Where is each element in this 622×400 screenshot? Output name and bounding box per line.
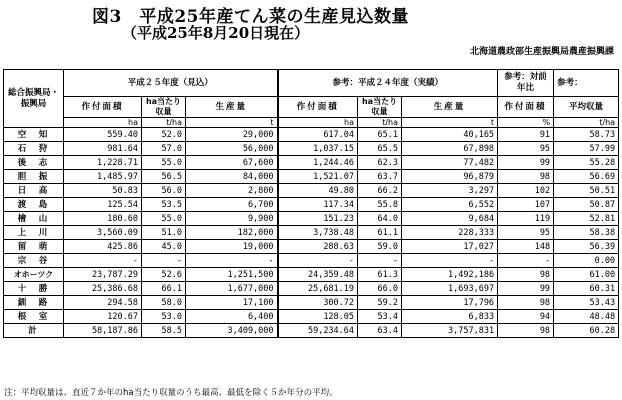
table-row: [4, 296, 619, 310]
cell-avg: 60.28: [554, 324, 619, 338]
district-name: 十 勝: [4, 282, 64, 296]
table-row: [4, 226, 619, 240]
cell-prod24: 40,165: [402, 128, 498, 142]
cell-area24: 1,244.46: [278, 156, 358, 170]
district-name: 後 志: [4, 156, 64, 170]
cell-prod24: 77,482: [402, 156, 498, 170]
cell-area: 125.54: [64, 198, 142, 212]
unit-avg: t/ha: [554, 118, 619, 128]
district-name: 石 狩: [4, 142, 64, 156]
cell-area24: 24,359.48: [278, 268, 358, 282]
cell-area24: 128.05: [278, 310, 358, 324]
table-body: [4, 128, 619, 338]
district-name: 釧 路: [4, 296, 64, 310]
cell-avg: 56.39: [554, 240, 619, 254]
district-name: 空 知: [4, 128, 64, 142]
header-avg-yield: 平均収量: [554, 97, 619, 118]
table-row: [4, 268, 619, 282]
cell-area: 25,386.68: [64, 282, 142, 296]
cell-prod: 67,600: [186, 156, 278, 170]
cell-prod24: 9,684: [402, 212, 498, 226]
department-label: 北海道農政部生産振興局農産振興課: [469, 47, 614, 57]
cell-yield24: 65.1: [358, 128, 402, 142]
cell-avg: 50.51: [554, 184, 619, 198]
header-h24: 参考：平成２４年度（実績）: [278, 70, 498, 97]
cell-yield24: 55.8: [358, 198, 402, 212]
cell-area24: -: [278, 254, 358, 268]
header-ref: 参考：: [554, 70, 619, 97]
cell-yield24: 65.5: [358, 142, 402, 156]
cell-prod: 182,000: [186, 226, 278, 240]
cell-ratio: 119: [498, 212, 554, 226]
cell-area24: 151.23: [278, 212, 358, 226]
cell-prod24: 67,898: [402, 142, 498, 156]
unit-production-24: t: [402, 118, 498, 128]
cell-area24: 117.34: [278, 198, 358, 212]
district-name: 日 高: [4, 184, 64, 198]
cell-area: -: [64, 254, 142, 268]
district-name: 渡 島: [4, 198, 64, 212]
cell-prod: 56,000: [186, 142, 278, 156]
cell-area: 3,560.09: [64, 226, 142, 240]
cell-ratio: -: [498, 254, 554, 268]
cell-ratio: 95: [498, 142, 554, 156]
cell-prod24: 1,693,697: [402, 282, 498, 296]
cell-yield24: 59.2: [358, 296, 402, 310]
table-row: [4, 142, 619, 156]
cell-area: 58,187.86: [64, 324, 142, 338]
cell-prod: 29,000: [186, 128, 278, 142]
header-district: 総合振興局・振興局: [4, 70, 64, 128]
cell-area24: 25,681.19: [278, 282, 358, 296]
cell-prod: 9,900: [186, 212, 278, 226]
cell-ratio: 95: [498, 226, 554, 240]
cell-yield: 57.0: [142, 142, 186, 156]
cell-yield: 52.6: [142, 268, 186, 282]
page-subtitle: （平成25年8月20日現在）: [122, 24, 310, 42]
district-name: 胆 振: [4, 170, 64, 184]
table-row: [4, 170, 619, 184]
table-row: [4, 156, 619, 170]
district-name: 計: [4, 324, 64, 338]
cell-yield: -: [142, 254, 186, 268]
cell-prod: 6,700: [186, 198, 278, 212]
cell-area24: 49.80: [278, 184, 358, 198]
cell-yield: 55.0: [142, 212, 186, 226]
header-production-24: 生産量: [402, 97, 498, 118]
footnote: 注：平均収量は、直近７か年のha当たり収量のうち最高、最低を除く５か年分の平均。: [4, 388, 338, 398]
header-row-1: [4, 70, 619, 97]
cell-prod: 1,677,000: [186, 282, 278, 296]
cell-prod: 17,100: [186, 296, 278, 310]
cell-prod24: 6,833: [402, 310, 498, 324]
cell-yield: 66.1: [142, 282, 186, 296]
cell-prod: 2,800: [186, 184, 278, 198]
cell-ratio: 98: [498, 296, 554, 310]
header-production: 生産量: [186, 97, 278, 118]
cell-yield24: 66.0: [358, 282, 402, 296]
cell-yield24: -: [358, 254, 402, 268]
cell-yield24: 61.1: [358, 226, 402, 240]
cell-area: 180.60: [64, 212, 142, 226]
header-h25: 平成２５年度（見込）: [64, 70, 278, 97]
cell-area: 23,787.29: [64, 268, 142, 282]
cell-yield24: 61.3: [358, 268, 402, 282]
cell-area24: 1,521.07: [278, 170, 358, 184]
cell-avg: 55.28: [554, 156, 619, 170]
cell-yield24: 66.2: [358, 184, 402, 198]
cell-ratio: 102: [498, 184, 554, 198]
cell-prod24: 17,027: [402, 240, 498, 254]
header-row-2: [4, 97, 619, 118]
cell-prod: 6,400: [186, 310, 278, 324]
cell-ratio: 98: [498, 324, 554, 338]
cell-prod24: 96,879: [402, 170, 498, 184]
table-row: [4, 128, 619, 142]
cell-avg: 61.00: [554, 268, 619, 282]
cell-area: 981.64: [64, 142, 142, 156]
cell-prod: 3,409,000: [186, 324, 278, 338]
table-row: [4, 184, 619, 198]
cell-ratio: 148: [498, 240, 554, 254]
cell-yield24: 63.4: [358, 324, 402, 338]
page-title: 図3 平成25年産てん菜の生産見込数量: [92, 7, 409, 27]
header-yield: ha当たり収量: [142, 97, 186, 118]
cell-ratio: 98: [498, 170, 554, 184]
cell-prod: 84,000: [186, 170, 278, 184]
cell-area24: 288.63: [278, 240, 358, 254]
table-row: [4, 310, 619, 324]
district-name: 宗 谷: [4, 254, 64, 268]
cell-yield: 45.0: [142, 240, 186, 254]
unit-yield-24: t/ha: [358, 118, 402, 128]
cell-prod: 19,000: [186, 240, 278, 254]
cell-avg: 58.73: [554, 128, 619, 142]
cell-ratio: 99: [498, 282, 554, 296]
header-area-ratio: 作付面積: [498, 97, 554, 118]
cell-avg: 50.87: [554, 198, 619, 212]
unit-production: t: [186, 118, 278, 128]
cell-area: 50.83: [64, 184, 142, 198]
cell-ratio: 99: [498, 156, 554, 170]
district-name: 上 川: [4, 226, 64, 240]
cell-prod: -: [186, 254, 278, 268]
cell-area24: 3,738.48: [278, 226, 358, 240]
cell-area24: 617.04: [278, 128, 358, 142]
table-row: [4, 324, 619, 338]
cell-prod24: 228,333: [402, 226, 498, 240]
district-name: 檜 山: [4, 212, 64, 226]
table-row: [4, 254, 619, 268]
header-area: 作付面積: [64, 97, 142, 118]
cell-yield: 52.0: [142, 128, 186, 142]
cell-avg: 57.99: [554, 142, 619, 156]
table-row: [4, 282, 619, 296]
cell-avg: 58.38: [554, 226, 619, 240]
cell-yield: 58.0: [142, 296, 186, 310]
cell-avg: 48.48: [554, 310, 619, 324]
cell-yield24: 62.3: [358, 156, 402, 170]
cell-prod24: 3,757,831: [402, 324, 498, 338]
cell-area: 1,485.97: [64, 170, 142, 184]
table-row: [4, 240, 619, 254]
cell-prod24: 3,297: [402, 184, 498, 198]
cell-area: 120.67: [64, 310, 142, 324]
cell-prod24: 1,492,186: [402, 268, 498, 282]
district-name: 根 室: [4, 310, 64, 324]
cell-area: 294.58: [64, 296, 142, 310]
cell-yield24: 53.4: [358, 310, 402, 324]
header-area-24: 作付面積: [278, 97, 358, 118]
cell-yield24: 63.7: [358, 170, 402, 184]
district-name: オホーツク: [4, 268, 64, 282]
cell-yield: 56.0: [142, 184, 186, 198]
table-row: [4, 198, 619, 212]
cell-ratio: 94: [498, 310, 554, 324]
header-ratio: 参考：対前年比: [498, 70, 554, 97]
cell-avg: 52.81: [554, 212, 619, 226]
cell-prod24: -: [402, 254, 498, 268]
cell-ratio: 91: [498, 128, 554, 142]
cell-yield: 58.5: [142, 324, 186, 338]
unit-row: [4, 118, 619, 128]
unit-yield: t/ha: [142, 118, 186, 128]
cell-area24: 1,037.15: [278, 142, 358, 156]
cell-prod: 1,251,500: [186, 268, 278, 282]
cell-yield: 53.5: [142, 198, 186, 212]
cell-area: 425.86: [64, 240, 142, 254]
cell-area24: 300.72: [278, 296, 358, 310]
cell-avg: 0.00: [554, 254, 619, 268]
cell-avg: 53.43: [554, 296, 619, 310]
cell-yield: 56.5: [142, 170, 186, 184]
cell-avg: 60.31: [554, 282, 619, 296]
cell-prod24: 17,796: [402, 296, 498, 310]
cell-yield24: 59.0: [358, 240, 402, 254]
cell-area24: 59,234.64: [278, 324, 358, 338]
cell-area: 1,228.71: [64, 156, 142, 170]
cell-ratio: 98: [498, 268, 554, 282]
district-name: 留 萌: [4, 240, 64, 254]
cell-yield: 55.0: [142, 156, 186, 170]
unit-area-24: ha: [278, 118, 358, 128]
cell-yield: 51.0: [142, 226, 186, 240]
cell-ratio: 107: [498, 198, 554, 212]
cell-area: 559.40: [64, 128, 142, 142]
header-yield-24: ha当たり収量: [358, 97, 402, 118]
cell-yield: 53.0: [142, 310, 186, 324]
unit-ratio: %: [498, 118, 554, 128]
cell-yield24: 64.0: [358, 212, 402, 226]
production-table: [3, 69, 619, 338]
cell-avg: 56.69: [554, 170, 619, 184]
cell-prod24: 6,552: [402, 198, 498, 212]
unit-area: ha: [64, 118, 142, 128]
table-row: [4, 212, 619, 226]
